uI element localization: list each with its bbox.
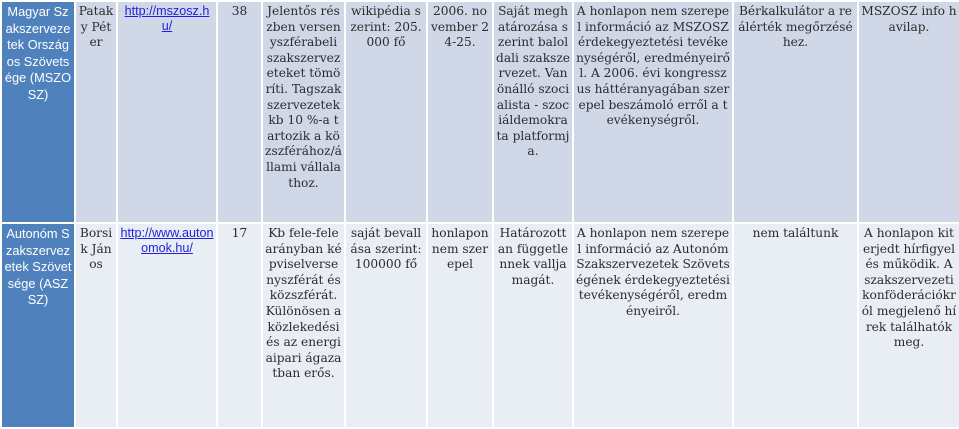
wage-tool-cell: Bérkalkulátor a reálérték megőrzéséhez.: [733, 1, 858, 223]
political-stance-cell: Saját meghatározása szerint baloldali szakszervezet. Van önálló szocialista - szociáldemokrata platformja.: [493, 1, 573, 223]
table-row: [1, 223, 959, 428]
member-unions-count: 38: [217, 1, 262, 223]
founded-cell: honlapon nem szerepel: [427, 223, 493, 428]
membership-cell: wikipédia szerint: 205.000 fő: [345, 1, 427, 223]
website-cell: [117, 1, 217, 223]
org-name-cell: Magyar Szakszervezetek Országos Szövetsége (MSZOSZ): [1, 1, 75, 223]
newsletter-cell: A honlapon kiterjedt hírfigyelés működik. A szakszervezeti konföderációkról megjelenő hírek találhatók meg.: [858, 223, 959, 428]
website-link[interactable]: http://www.autonomok.hu/: [120, 226, 214, 255]
coverage-cell: Kb fele-fele arányban képviselversenyszférát és közszférát. Különösen a közlekedési és az energiaipari ágazatban erős.: [262, 223, 345, 428]
wage-tool-cell: nem találtunk: [733, 223, 858, 428]
political-stance-cell: Határozottan függetlennek vallja magát.: [493, 223, 573, 428]
leader-cell: Borsik János: [75, 223, 117, 428]
membership-cell: saját bevallása szerint: 100000 fő: [345, 223, 427, 428]
newsletter-cell: MSZOSZ info havilap.: [858, 1, 959, 223]
leader-cell: Pataky Péter: [75, 1, 117, 223]
founded-cell: 2006. november 24-25.: [427, 1, 493, 223]
member-unions-count: 17: [217, 223, 262, 428]
org-name-cell: Autonóm Szakszervezetek Szövetsége (ASZSZ): [1, 223, 75, 428]
coverage-cell: Jelentős részben versenyszférabeli szakszervezeteket tömöríti. Tagszakszervezetek kb 10 %-a tartozik a közszférához/állami vállalathoz.: [262, 1, 345, 223]
negotiation-info-cell: A honlapon nem szerepel információ az MSZOSZ érdekegyeztetési tevékenységéről, eredményeiről. A 2006. évi kongresszus háttéranyagában szerepel beszámoló erről a tevékenységről.: [573, 1, 733, 223]
website-cell: [117, 223, 217, 428]
negotiation-info-cell: A honlapon nem szerepel információ az Autonóm Szakszervezetek Szövetségének érdekegyeztetési tevékenységéről, eredményeiről.: [573, 223, 733, 428]
website-link[interactable]: http://mszosz.hu/: [124, 4, 210, 33]
table-row: [1, 1, 959, 223]
